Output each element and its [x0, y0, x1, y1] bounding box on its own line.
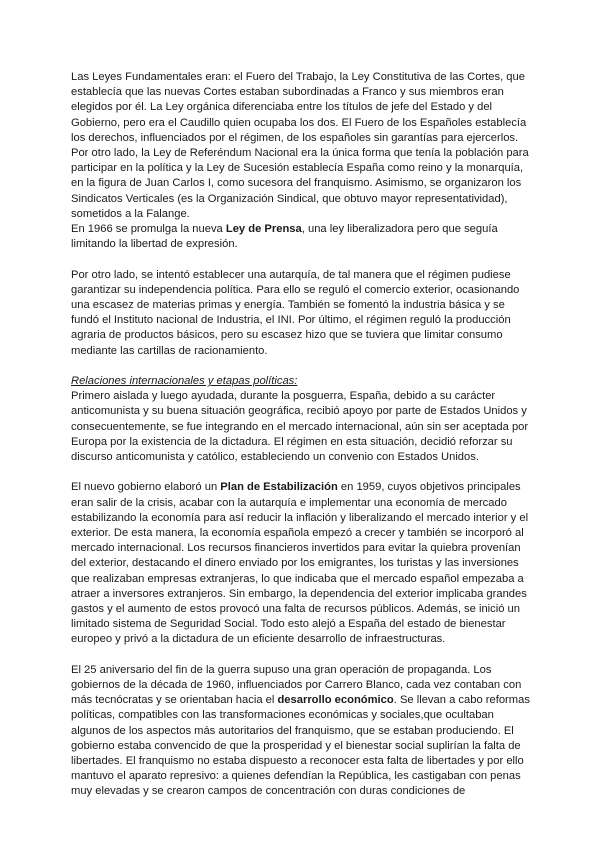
bold-term-desarrollo-economico: desarrollo económico [277, 694, 394, 707]
paragraph-ley-de-prensa [71, 222, 530, 252]
bold-term-plan-estabilizacion: Plan de Estabilización [220, 481, 338, 494]
text-span: en 1959, cuyos objetivos principales eran salir de la crisis, acabar con la autarquía e implementar una economía de mercado estabilizando la economía para así reducir la inflación y liberalizando el mercado interior y el exterior. De esta manera, la economía española empezó a crecer y también se incorporó al mercado internacional. Los recursos financieros invertidos para evitar la quiebra provenían del exterior, destacando el dinero enviado por los emigrantes, los turistas y las inversiones que realizaban empresas extranjeras, lo que indicaba que el mercado español empezaba a atraer a inversores extranjeros. Sin embargo, la dependencia del exterior implicaba grandes gastos y el aumento de estos provocó una falta de recursos públicos. Además, se inició un limitado sistema de Seguridad Social. Todo esto alejó a España del estado de bienestar europeo y privó a la dictadura de un eficiente desarrollo de infraestructuras. [71, 481, 529, 646]
text-span: En 1966 se promulga la nueva [71, 223, 226, 236]
paragraph-posguerra: Primero aislada y luego ayudada, durante la posguerra, España, debido a su carácter anticomunista y su buena situación geográfica, recibió apoyo por parte de Estados Unidos y consecuentemente, se fue integrando en el mercado internacional, aún sin ser aceptada por Europa por la existencia de la dictadura. El régimen en esta situación, decidió reforzar su discurso anticomunista y católico, estableciendo un convenio con Estados Unidos. [71, 390, 529, 464]
paragraph-gap [71, 252, 530, 267]
text-span: , una ley liberalizadora pero que seguía limitando la libertad de expresión. [71, 223, 498, 251]
text-span: . Se llevan a cabo reformas políticas, compatibles con las transformaciones económicas y sociales,que ocultaban algunos de los aspectos más autoritarios del franquismo, que se estaban produciendo. El gobierno estaba convencido de que la prosperidad y el bienestar social suplirían la falta de libertades. El franquismo no estaba dispuesto a reconocer esta falta de libertades y por ello mantuvo el aparato represivo: a quienes defendían la República, les castigaban con penas muy elevadas y se crearon campos de concentración con duras condiciones de [71, 694, 530, 798]
paragraph-desarrollo-economico [71, 663, 530, 800]
paragraph-leyes-fundamentales: Las Leyes Fundamentales eran: el Fuero del Trabajo, la Ley Constitutiva de las Cortes, que establecía que las nuevas Cortes estaban subordinadas a Franco y sus miembros eran elegidos por él. La Ley orgánica diferenciaba entre los títulos de jefe del Estado y del Gobierno, pero era el Caudillo quien ocupaba los dos. El Fuero de los Españoles establecía los derechos, influenciados por el régimen, de los españoles sin garantías para ejercerlos. Por otro lado, la Ley de Referéndum Nacional era la única forma que tenía la población para participar en la política y la Ley de Sucesión establecía España como reino y la monarquía, en la figura de Juan Carlos I, como sucesora del franquismo. Asimismo, se organizaron los Sindicatos Verticales (es la Organización Sindical, que obtuvo mayor representatividad), sometidos a la Falange. [71, 71, 529, 220]
text-span: El 25 aniversario del fin de la guerra supuso una gran operación de propaganda. Los gobiernos de la década de 1960, influenciados por Carrero Blanco, cada vez contaban con más tecnócratas y se orientaban hacia el [71, 663, 522, 707]
bold-term-ley-de-prensa: Ley de Prensa [225, 223, 302, 236]
section-heading: Relaciones internacionales y etapas políticas: [71, 375, 298, 388]
paragraph-gap [71, 359, 530, 374]
paragraph-gap [71, 648, 530, 663]
paragraph-autarquia: Por otro lado, se intentó establecer una autarquía, de tal manera que el régimen pudiese garantizar su independencia política. Para ello se reguló el comercio exterior, ocasionando una escasez de materias primas y energía. También se fomentó la industria básica y se fundó el Instituto nacional de Industria, el INI. Por último, el régimen reguló la producción agraria de productos básicos, pero su escasez hizo que se tuviera que limitar consumo mediante las cartillas de racionamiento. [71, 268, 520, 357]
text-span: El nuevo gobierno elaboró un [71, 481, 221, 494]
paragraph-gap [71, 465, 530, 480]
paragraph-plan-estabilizacion [71, 480, 530, 647]
